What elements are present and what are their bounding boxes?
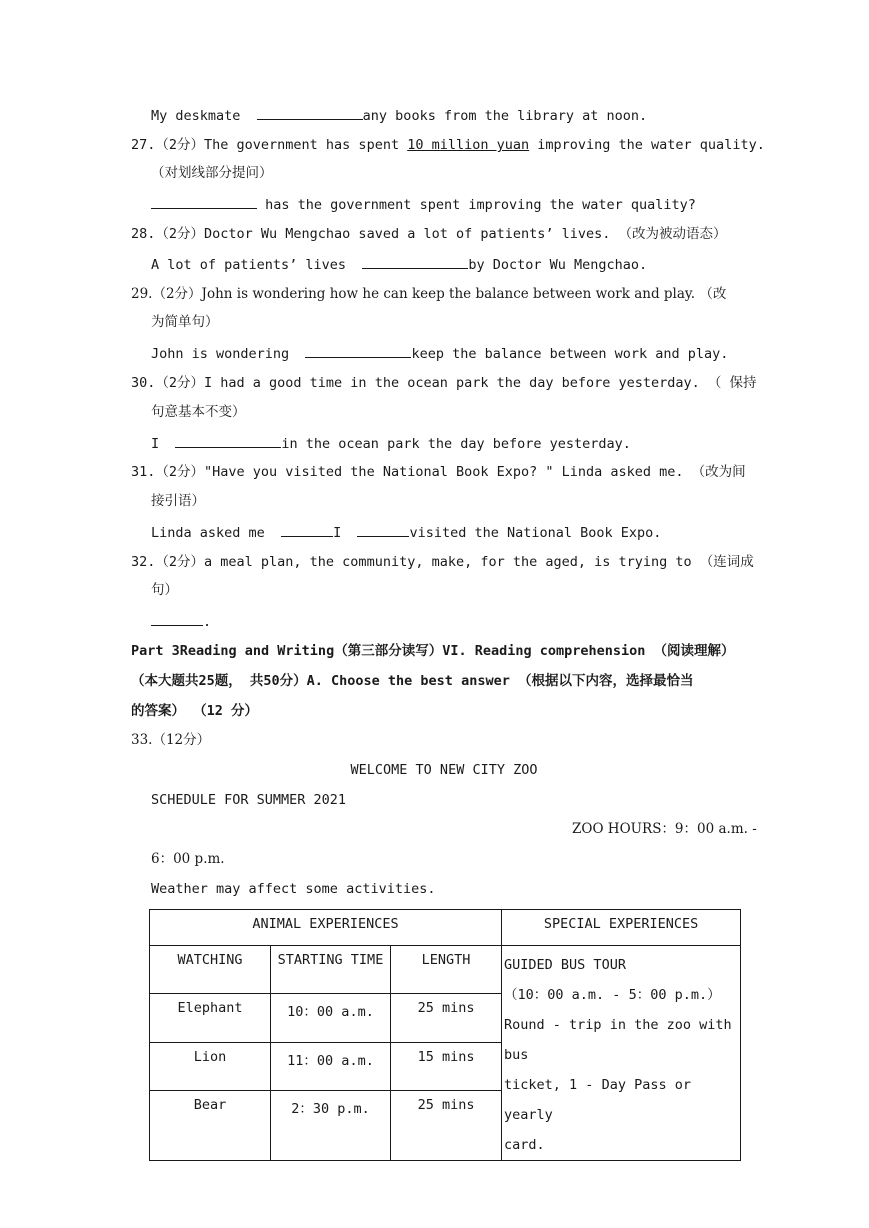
question-31: 31.（2分）"Have you visited the National Book Expo? " Linda asked me. （改为间: [131, 464, 746, 480]
time-cell: [271, 1042, 391, 1090]
text: I: [151, 436, 160, 452]
special-experience-text: [502, 946, 740, 1160]
question-31-instruction: 接引语）: [151, 493, 205, 509]
answer-blank[interactable]: [151, 611, 203, 626]
question-27-instruction: （对划线部分提问）: [151, 165, 273, 181]
question-32-instruction: 句）: [151, 582, 178, 598]
length-value: 15 mins: [417, 1048, 475, 1065]
text: John is wondering: [151, 346, 290, 362]
time-cell: [271, 1090, 391, 1160]
answer-blank-2[interactable]: [357, 522, 409, 537]
col-watching: [150, 946, 271, 994]
text: visited the National Book Expo.: [409, 525, 662, 541]
question-29: 29.（2分）John is wondering how he can keep the balance between work and play. （改: [131, 286, 727, 302]
animal-name: Bear: [193, 1096, 227, 1113]
text: keep the balance between work and play.: [411, 346, 729, 362]
special-experience-cell: [502, 946, 741, 1161]
q28-answer-line: [151, 254, 647, 275]
weather-note: Weather may affect some activities.: [151, 881, 436, 897]
question-30-instruction: 句意基本不变）: [151, 404, 246, 420]
text: improving the water quality.: [529, 137, 765, 153]
text: has the government spent improving the water quality?: [265, 197, 696, 213]
text: My deskmate: [151, 108, 241, 124]
question-29-instruction: 为简单句）: [151, 314, 219, 330]
q32-answer-line: [151, 611, 211, 632]
q27-answer-line: [151, 194, 696, 215]
text: any books from the library at noon.: [362, 108, 648, 124]
col-length: [391, 946, 502, 994]
schedule-heading: SCHEDULE FOR SUMMER 2021: [151, 792, 347, 808]
text: Linda asked me: [151, 525, 265, 541]
question-33: 33.（12分）: [131, 732, 211, 748]
answer-blank[interactable]: [151, 194, 257, 209]
text: in the ocean park the day before yesterday.: [281, 436, 631, 452]
animal-cell: [150, 1042, 271, 1090]
text: I: [333, 525, 342, 541]
question-27: [131, 135, 765, 155]
q30-answer-line: [151, 433, 631, 454]
text: 27.（2分）The government has spent: [131, 137, 408, 153]
part3-heading-line1: Part 3Reading and Writing（第三部分读写）VI. Reading comprehension （阅读理解）: [131, 643, 735, 659]
special-title: GUIDED BUS TOUR: [504, 957, 626, 973]
question-30: 30.（2分）I had a good time in the ocean park the day before yesterday. （ 保持: [131, 375, 757, 391]
underlined-phrase: 10 million yuan: [407, 137, 530, 153]
question-32: 32.（2分）a meal plan, the community, make, for the aged, is trying to （连词成: [131, 554, 754, 570]
answer-blank[interactable]: [257, 105, 363, 120]
part3-heading-line2: （本大题共25题， 共50分）A. Choose the best answer （根据以下内容，选择最恰当: [131, 673, 694, 689]
part3-heading-line3: 的答案） （12 分）: [131, 703, 259, 719]
header-special-experiences: [502, 910, 741, 946]
length-cell: [391, 1042, 502, 1090]
length-cell: [391, 1090, 502, 1160]
question-28: 28.（2分）Doctor Wu Mengchao saved a lot of patients’ lives. （改为被动语态）: [131, 226, 727, 242]
start-time: 11：00 a.m.: [287, 1052, 374, 1069]
animal-cell: [150, 1090, 271, 1160]
answer-blank[interactable]: [362, 254, 468, 269]
length-cell: [391, 993, 502, 1042]
header-text: WATCHING: [177, 952, 243, 968]
zoo-schedule-table: [149, 909, 741, 1161]
q29-answer-line: [151, 343, 728, 364]
header-text: STARTING TIME: [277, 952, 384, 968]
animal-name: Lion: [193, 1048, 227, 1065]
length-value: 25 mins: [417, 999, 475, 1016]
answer-blank[interactable]: [175, 433, 281, 448]
header-text: ANIMAL EXPERIENCES: [252, 916, 399, 932]
animal-name: Elephant: [177, 999, 243, 1016]
length-value: 25 mins: [417, 1096, 475, 1113]
time-cell: [271, 993, 391, 1042]
zoo-hours-end: 6：00 p.m.: [151, 851, 225, 867]
special-hours: （10：00 a.m. - 5：00 p.m.）: [504, 987, 721, 1003]
header-text: SPECIAL EXPERIENCES: [543, 916, 699, 932]
answer-blank-1[interactable]: [281, 522, 333, 537]
text: .: [203, 614, 212, 630]
special-desc: Round - trip in the zoo with bus: [504, 1017, 732, 1063]
col-starting-time: [271, 946, 391, 994]
text: A lot of patients’ lives: [151, 257, 347, 273]
header-animal-experiences: [150, 910, 502, 946]
zoo-title: WELCOME TO NEW CITY ZOO: [350, 762, 538, 778]
start-time: 10：00 a.m.: [287, 1003, 374, 1020]
special-desc: card.: [504, 1137, 545, 1153]
special-desc: ticket, 1 - Day Pass or yearly: [504, 1077, 691, 1123]
q26-answer-line: [151, 105, 647, 126]
answer-blank[interactable]: [305, 343, 411, 358]
header-text: LENGTH: [421, 952, 471, 968]
zoo-hours: ZOO HOURS：9：00 a.m. -: [572, 821, 757, 837]
q31-answer-line: [151, 522, 661, 543]
animal-cell: [150, 993, 271, 1042]
start-time: 2：30 p.m.: [291, 1100, 370, 1117]
text: by Doctor Wu Mengchao.: [468, 257, 648, 273]
